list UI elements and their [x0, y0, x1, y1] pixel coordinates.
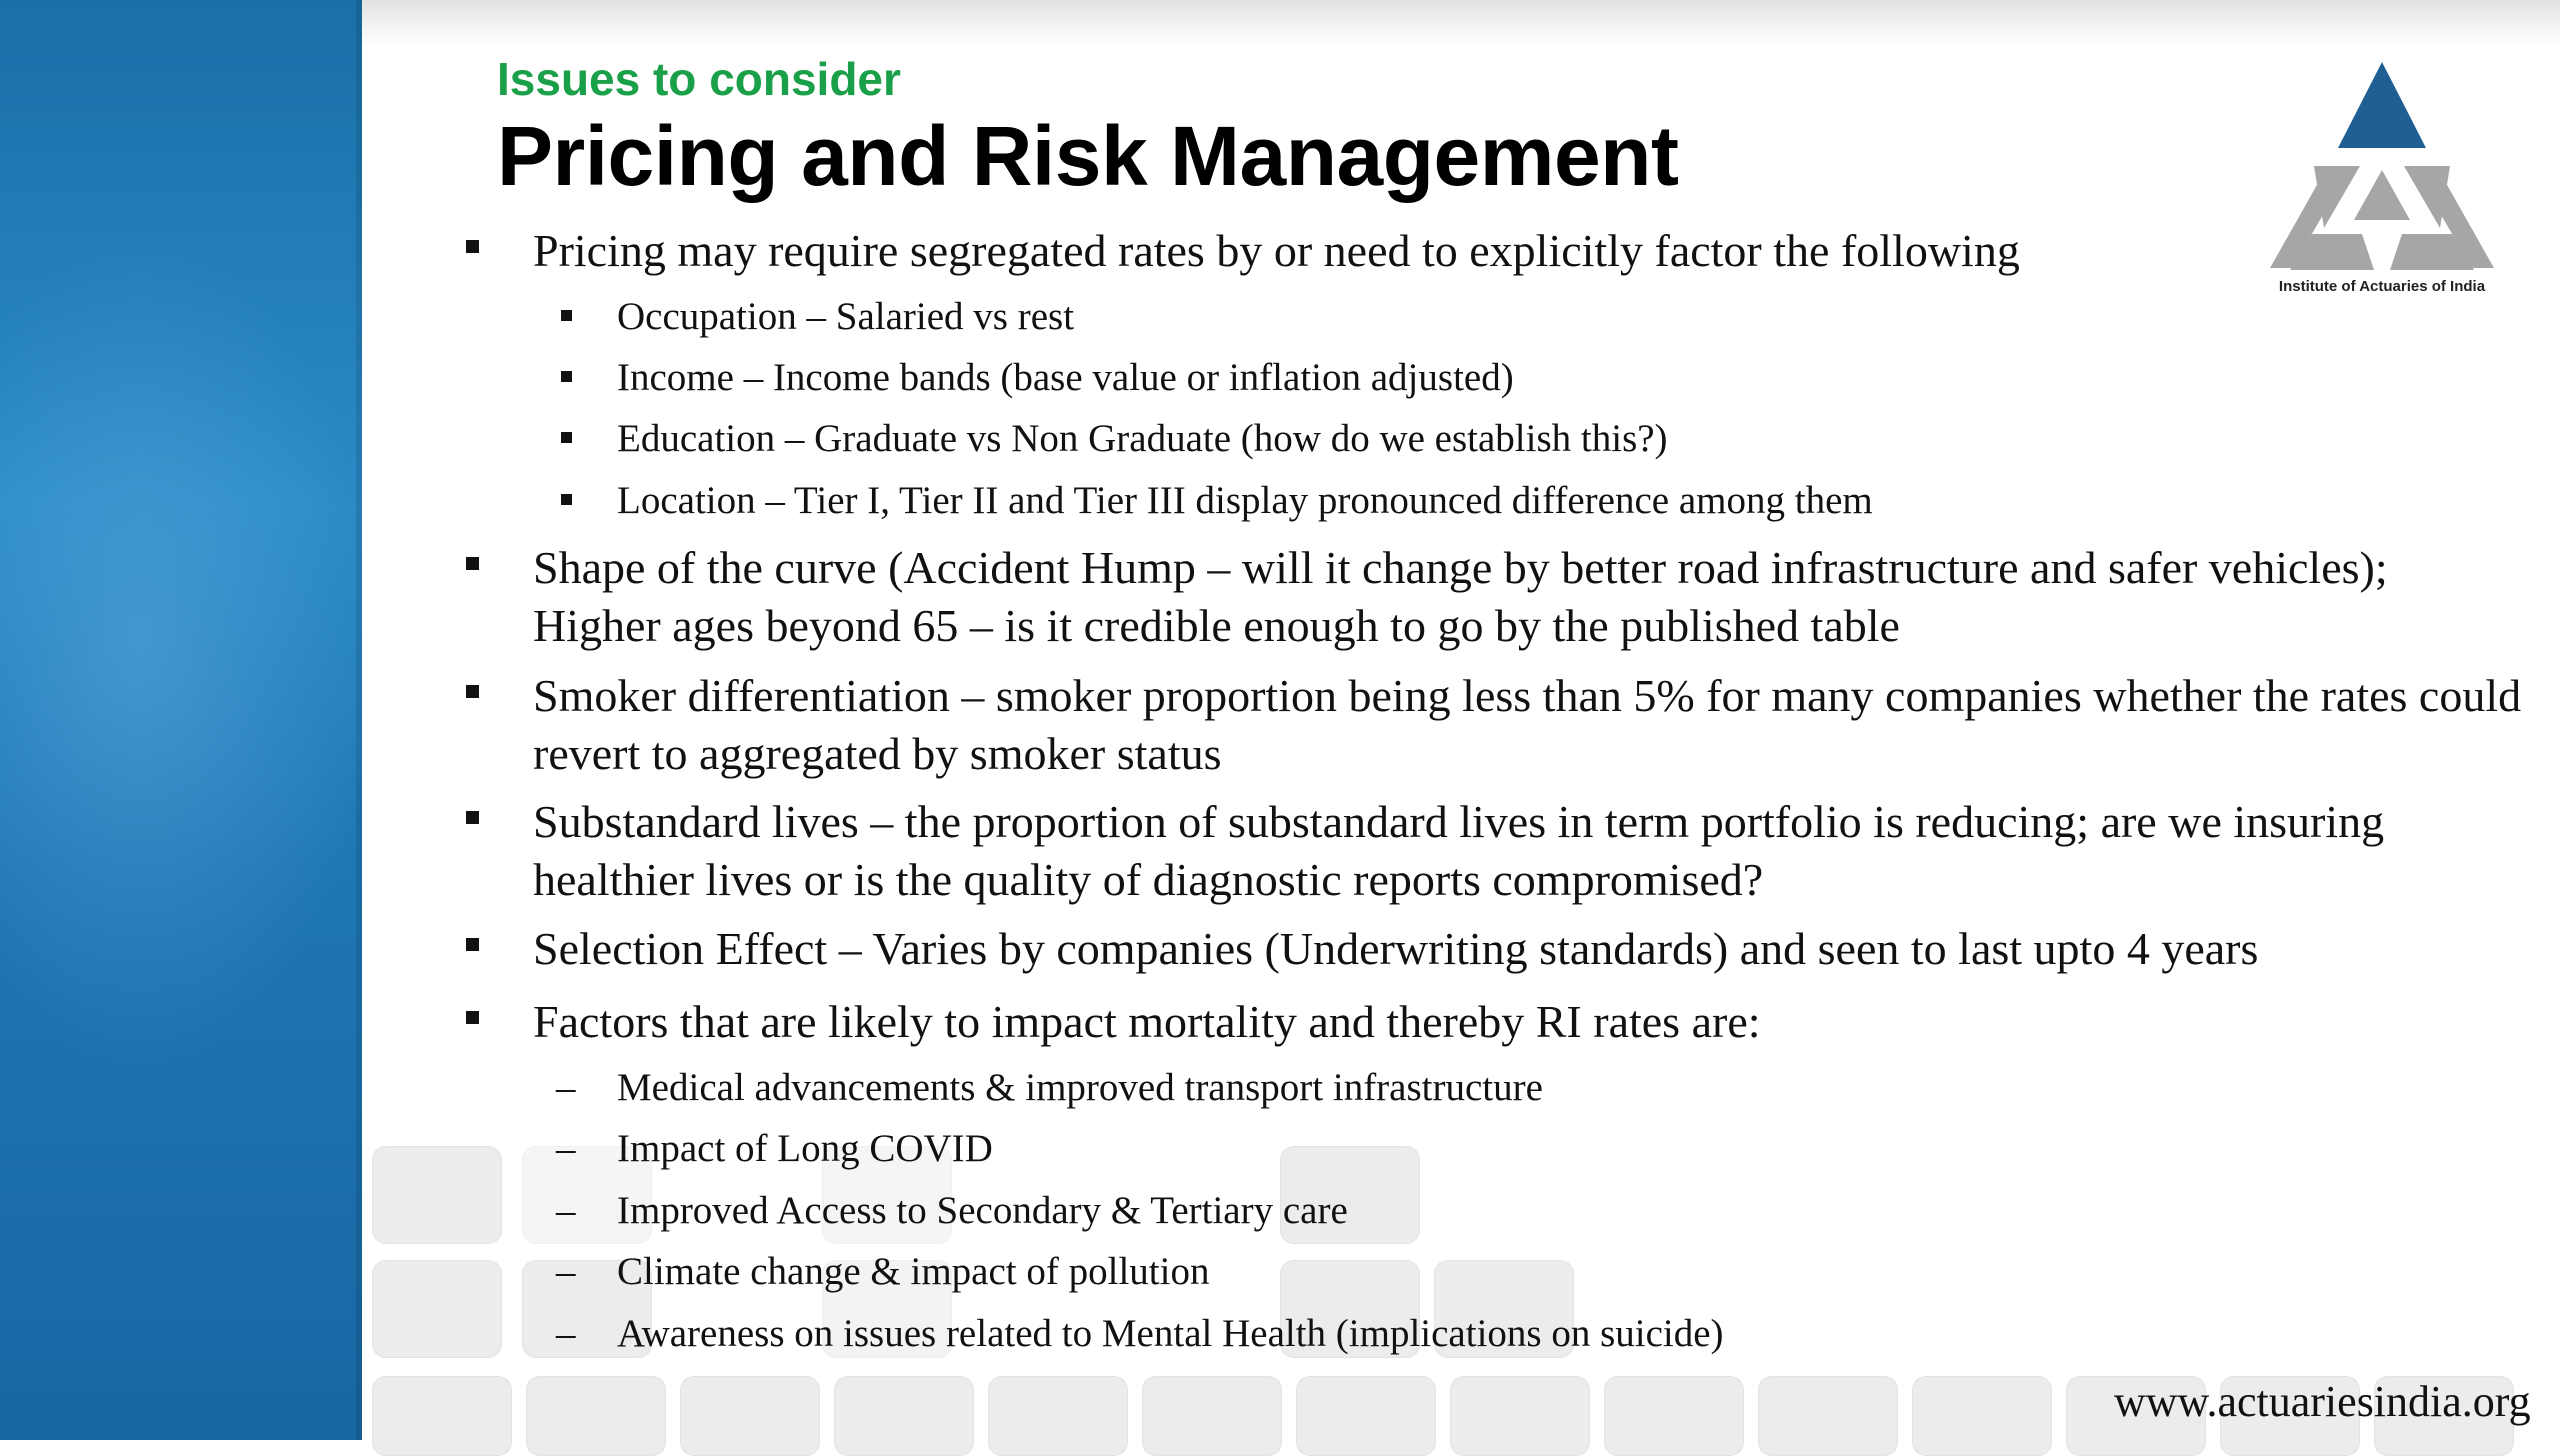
- square-bullet-icon: [466, 938, 479, 951]
- dash-bullet: –: [556, 1312, 576, 1355]
- list-item-text: Climate change & impact of pollution: [617, 1250, 1210, 1293]
- dash-bullet: –: [556, 1189, 576, 1232]
- square-bullet-icon: [466, 240, 479, 253]
- dash-bullet: –: [556, 1127, 576, 1170]
- logo-center-triangle: [2354, 170, 2410, 220]
- square-bullet-icon: [561, 371, 572, 382]
- slide-title: Pricing and Risk Management: [497, 109, 1679, 203]
- logo-top-triangle: [2338, 62, 2426, 148]
- footer-website: www.actuariesindia.org: [2114, 1377, 2531, 1426]
- list-item-text: Factors that are likely to impact mortality and thereby RI rates are:: [533, 996, 1761, 1047]
- list-item-text: Selection Effect – Varies by companies (Underwriting standards) and seen to last upto 4 years: [533, 923, 2259, 974]
- square-bullet-icon: [561, 310, 572, 321]
- list-item-text: Smoker differentiation – smoker proportion being less than 5% for many companies whether the rates could revert to aggregated by smoker status: [533, 670, 2522, 779]
- square-bullet-icon: [561, 494, 572, 505]
- institute-logo-icon: [2262, 58, 2502, 298]
- slide-kicker: Issues to consider: [497, 53, 901, 105]
- square-bullet-icon: [466, 811, 479, 824]
- left-decorative-bar: [0, 0, 362, 1440]
- list-item-text: Improved Access to Secondary & Tertiary care: [617, 1189, 1348, 1232]
- dash-bullet: –: [556, 1250, 576, 1293]
- list-item-text: Occupation – Salaried vs rest: [617, 295, 1075, 338]
- list-item-text: Pricing may require segregated rates by or need to explicitly factor the following: [533, 225, 2020, 276]
- list-item-text: Shape of the curve (Accident Hump – will it change by better road infrastructure and safer vehicles); Higher ages beyond 65 – is it credible enough to go by the published table: [533, 542, 2388, 651]
- square-bullet-icon: [466, 1011, 479, 1024]
- dash-bullet: –: [556, 1066, 576, 1109]
- list-item-text: Education – Graduate vs Non Graduate (how do we establish this?): [617, 417, 1668, 460]
- list-item-text: Location – Tier I, Tier II and Tier III display pronounced difference among them: [617, 479, 1873, 522]
- list-item-text: Substandard lives – the proportion of substandard lives in term portfolio is reducing; are we insuring healthier lives or is the quality of diagnostic reports compromised?: [533, 796, 2385, 905]
- logo-caption: Institute of Actuaries of India: [2278, 278, 2486, 295]
- slide-content: [362, 0, 2560, 1440]
- square-bullet-icon: [561, 432, 572, 443]
- list-item-text: Awareness on issues related to Mental Health (implications on suicide): [617, 1312, 1724, 1355]
- list-item-text: Income – Income bands (base value or inflation adjusted): [617, 356, 1514, 399]
- square-bullet-icon: [466, 557, 479, 570]
- square-bullet-icon: [466, 685, 479, 698]
- list-item-text: Impact of Long COVID: [617, 1127, 993, 1170]
- list-item-text: Medical advancements & improved transport infrastructure: [617, 1066, 1543, 1109]
